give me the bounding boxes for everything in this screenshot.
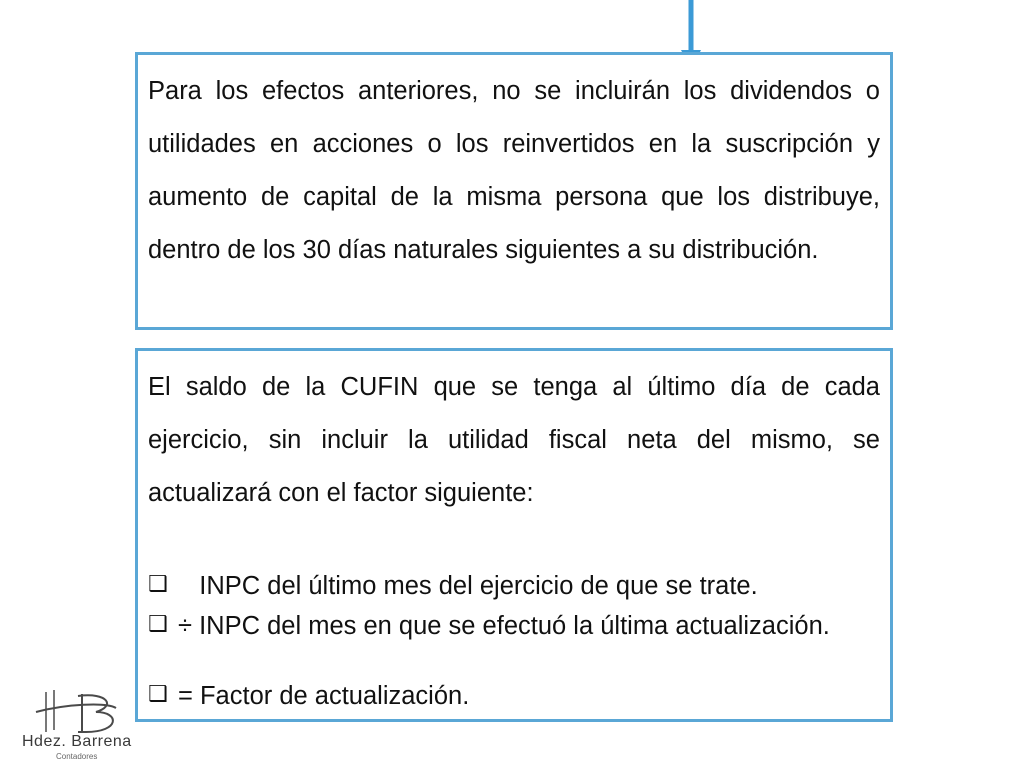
checkbox-icon: ❑ bbox=[148, 682, 168, 707]
list-item bbox=[148, 569, 880, 603]
list-item-text: INPC del último mes del ejercicio de que se trate. bbox=[178, 572, 758, 600]
logo-name: Hdez. Barrena bbox=[22, 733, 132, 750]
list-item-text: ÷ INPC del mes en que se efectuó la última actualización. bbox=[178, 612, 830, 640]
cufin-paragraph: El saldo de la CUFIN que se tenga al último día de cada ejercicio, sin incluir la utilidad fiscal neta del mismo, se actualizará con el factor siguiente: bbox=[148, 373, 880, 507]
dividends-paragraph: Para los efectos anteriores, no se incluirán los dividendos o utilidades en acciones o los reinvertidos en la suscripción y aumento de capital de la misma persona que los distribuye, dentro de los 30 días naturales siguientes a su distribución. bbox=[148, 77, 880, 264]
text-box-dividends bbox=[135, 52, 893, 330]
list-item-text: = Factor de actualización. bbox=[178, 682, 470, 710]
text-box-cufin bbox=[135, 348, 893, 722]
checkbox-icon: ❑ bbox=[148, 612, 168, 637]
checkbox-icon: ❑ bbox=[148, 572, 168, 597]
list-item bbox=[148, 609, 880, 643]
list-item bbox=[148, 679, 880, 713]
logo-subtitle: Contadores bbox=[56, 752, 98, 761]
